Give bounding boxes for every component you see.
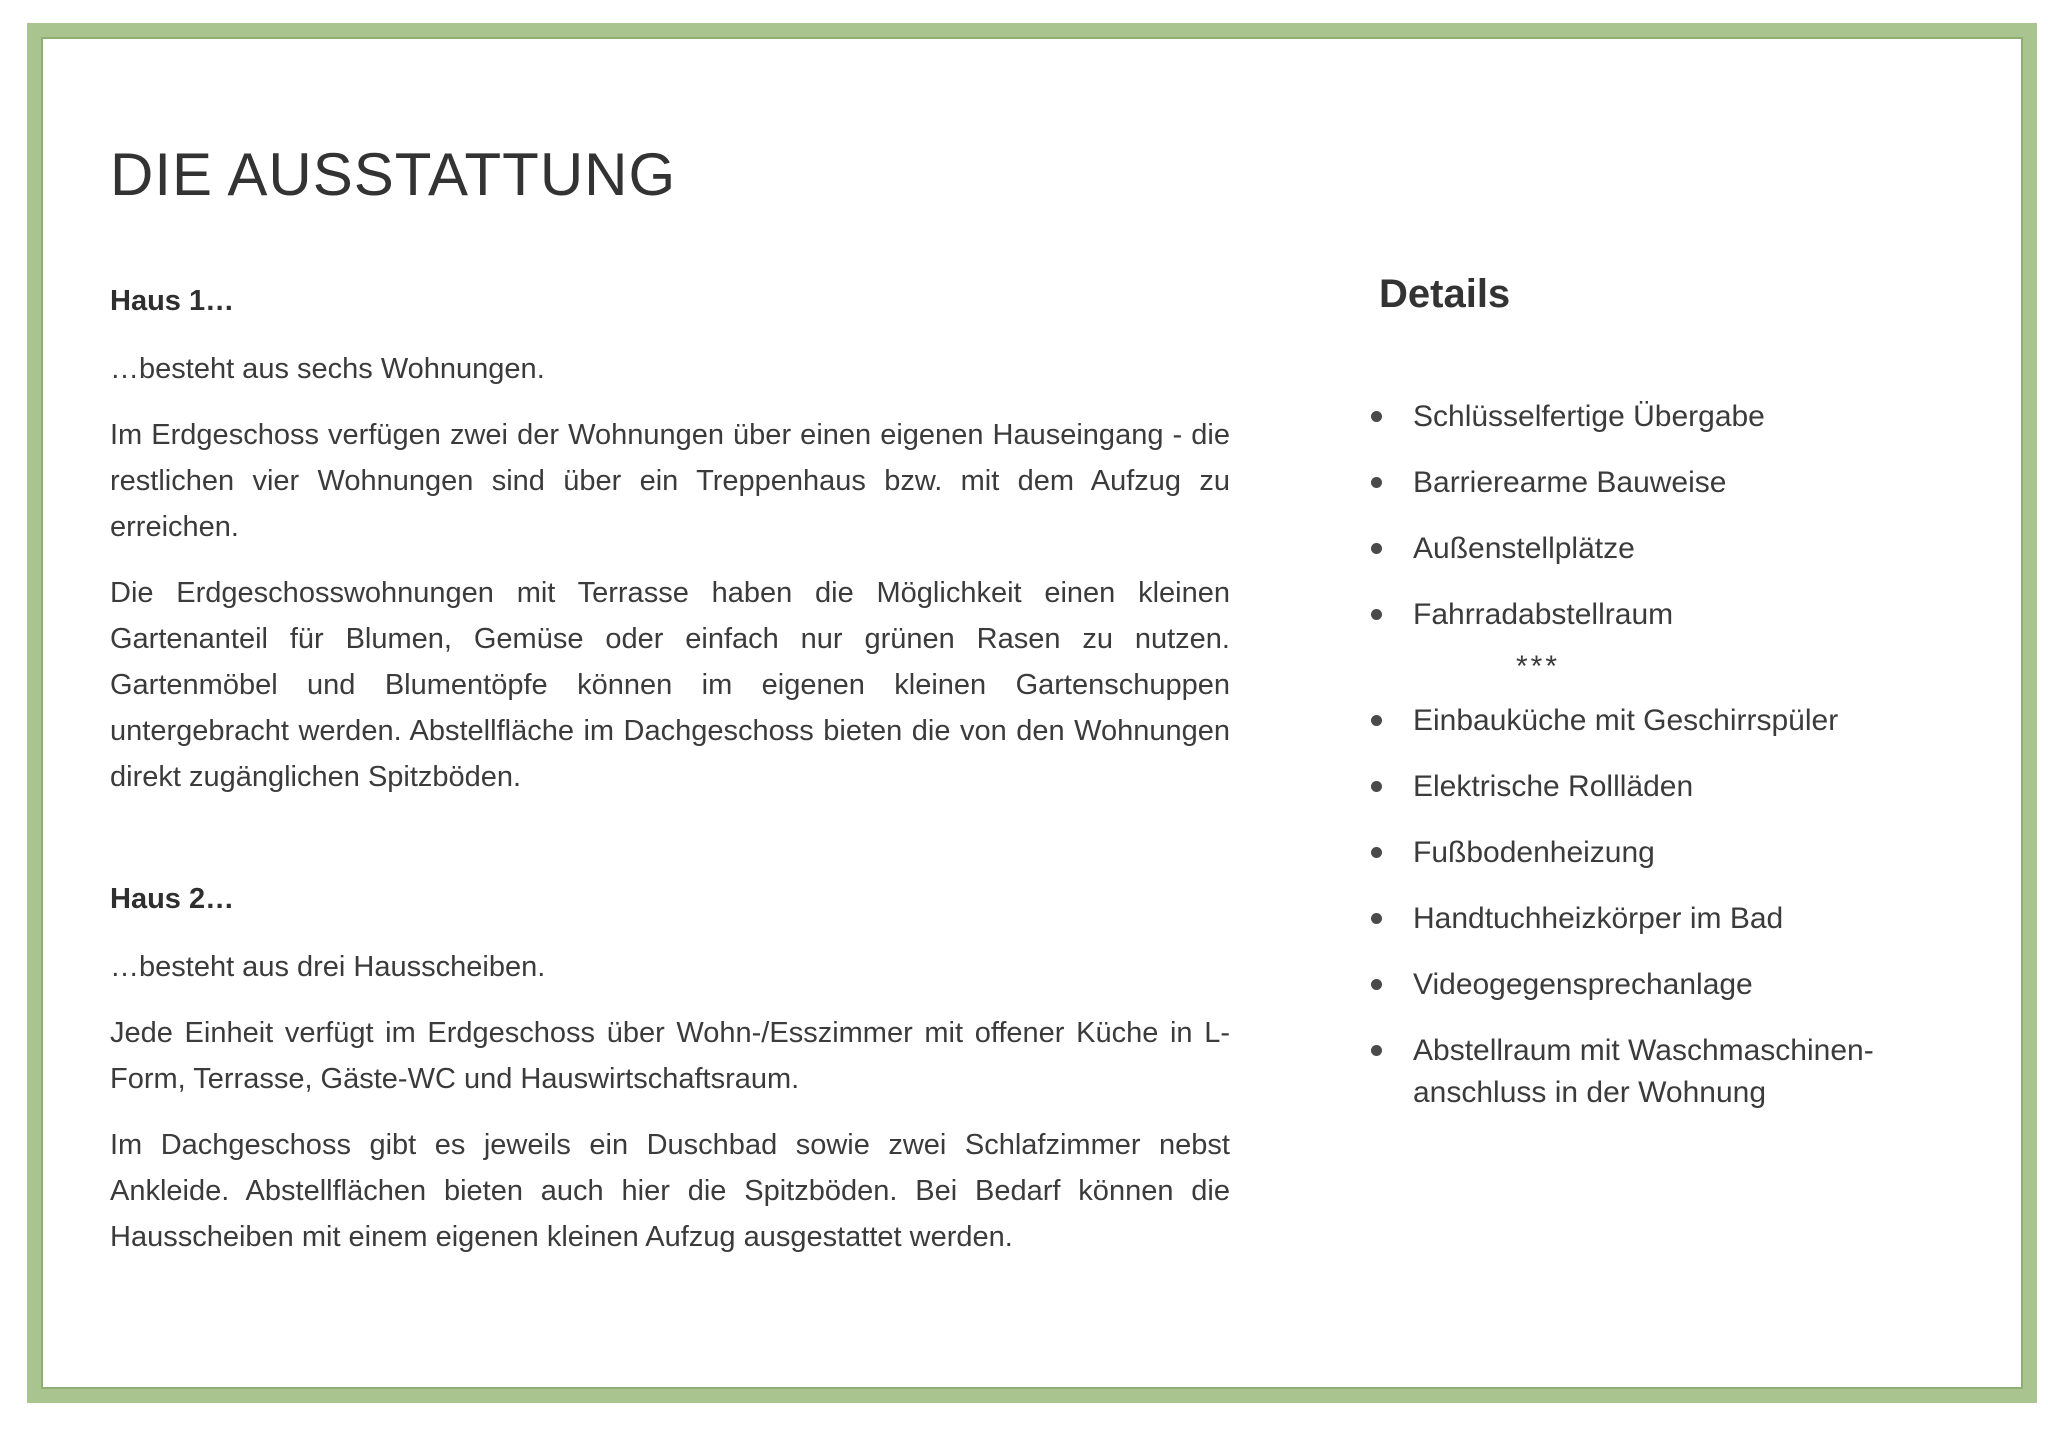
- details-item-label: Handtuchheizkörper im Bad: [1413, 902, 1784, 935]
- details-item-label: Videogegensprechanlage: [1413, 968, 1753, 1001]
- details-list-item: [1366, 594, 1976, 636]
- details-list-item: [1366, 898, 1976, 940]
- details-item-label: Schlüsselfertige Übergabe: [1413, 400, 1765, 433]
- haus2-paragraph: Im Dachgeschoss gibt es jeweils ein Duschbad sowie zwei Schlafzimmer nebst Ankleide. Abstellflächen bieten auch hier die Spitzböden. Bei Bedarf können die Hausscheiben mit einem eigenen kleinen Aufzug ausgestattet werden.: [110, 1129, 1230, 1253]
- page-title: DIE AUSSTATTUNG: [110, 141, 677, 208]
- bullet-icon: [1371, 1045, 1382, 1056]
- bullet-icon: [1371, 913, 1382, 924]
- details-heading: Details: [1379, 272, 1511, 316]
- details-item-label: Barrierearme Bauweise: [1413, 466, 1727, 499]
- details-list-item: [1366, 766, 1976, 808]
- haus1-paragraph: Im Erdgeschoss verfügen zwei der Wohnungen über einen eigenen Hauseingang - die restlichen vier Wohnungen sind über ein Treppenhaus bzw. mit dem Aufzug zu erreichen.: [110, 419, 1230, 543]
- details-list-item: [1366, 964, 1976, 1006]
- details-item-label: Fahrradabstellraum: [1413, 598, 1674, 631]
- haus1-paragraph: …besteht aus sechs Wohnungen.: [110, 353, 545, 385]
- details-item-label: Außenstellplätze: [1413, 532, 1635, 565]
- haus1-heading: Haus 1…: [110, 285, 235, 317]
- bullet-icon: [1371, 847, 1382, 858]
- details-list-item: [1366, 396, 1976, 438]
- description-column: [110, 282, 1230, 1280]
- bullet-icon: [1371, 411, 1382, 422]
- details-separator: ***: [1516, 650, 1561, 683]
- details-list-item: [1366, 1030, 1976, 1114]
- bullet-icon: [1371, 543, 1382, 554]
- details-list-item: [1366, 700, 1976, 742]
- details-item-label: Abstellraum mit Waschmaschinen-anschluss in der Wohnung: [1413, 1034, 1874, 1109]
- details-list: [1366, 396, 1976, 1138]
- details-item-label: Einbauküche mit Geschirrspüler: [1413, 704, 1839, 737]
- bullet-icon: [1371, 979, 1382, 990]
- haus2-heading: Haus 2…: [110, 883, 235, 915]
- details-list-item: [1366, 462, 1976, 504]
- haus2-paragraph: …besteht aus drei Hausscheiben.: [110, 951, 546, 983]
- bullet-icon: [1371, 781, 1382, 792]
- bullet-icon: [1371, 477, 1382, 488]
- bullet-icon: [1371, 609, 1382, 620]
- bullet-icon: [1371, 715, 1382, 726]
- details-item-label: Elektrische Rollläden: [1413, 770, 1694, 803]
- details-list-item: [1366, 832, 1976, 874]
- haus2-paragraph: Jede Einheit verfügt im Erdgeschoss über Wohn-/Esszimmer mit offener Küche in L-Form, Terrasse, Gäste-WC und Hauswirtschaftsraum.: [110, 1017, 1230, 1095]
- details-item-label: Fußbodenheizung: [1413, 836, 1655, 869]
- haus1-paragraph: Die Erdgeschosswohnungen mit Terrasse haben die Möglichkeit einen kleinen Gartenanteil für Blumen, Gemüse oder einfach nur grünen Rasen zu nutzen. Gartenmöbel und Blumentöpfe können im eigenen kleinen Gartenschuppen untergebracht werden. Abstellfläche im Dachgeschoss bieten die von den Wohnungen direkt zugänglichen Spitzböden.: [110, 577, 1230, 793]
- details-list-item: [1366, 528, 1976, 570]
